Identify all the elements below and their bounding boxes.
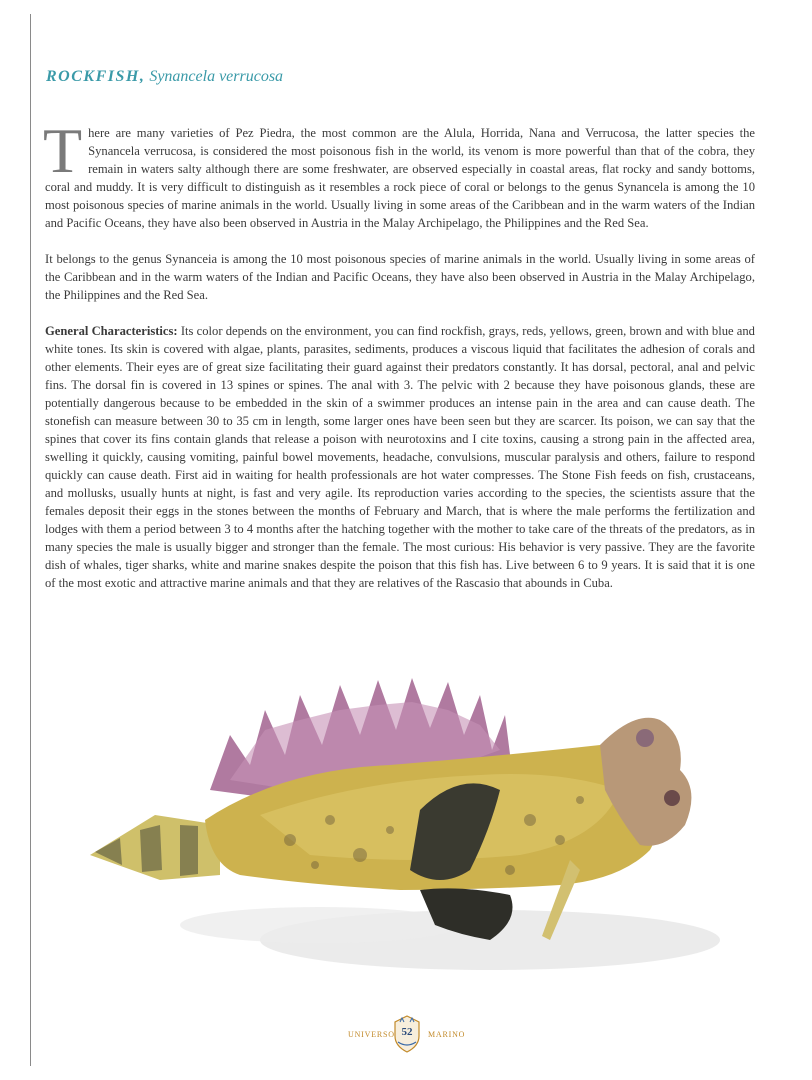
footer-universo: UNIVERSO (348, 1030, 395, 1039)
characteristics-text: Its color depends on the environment, you can find rockfish, grays, reds, yellows, green, brown and with blue and white tones. Its skin is covered with algae, plants, parasites, sediments, produces a viscous liquid that facilitates the adhesion of corals and other elements. Their eyes are of great size facilitating their guard against their predators constantly. It has dorsal, pectoral, anal and pelvic fins. The dorsal fin is covered in 13 spines or spines. The anal with 3. The pelvic with 2 because they have poisonous glands, these are potentially dangerous because to be embedded in the skin of a swimmer produces an intense pain in the area and can cause death. The stonefish can measure between 30 to 35 cm in length, some larger ones have been seen but they are scarcer. Its poison, we can say that the spines that cover its fins contain glands that release a poison with neurotoxins and I cite toxins, causing a strong pain in the affected area, swelling it quickly, causing vomiting, painful bowel movements, headache, convulsions, muscular paralysis and others, failure to respond quickly can cause death. First aid in waiting for health professionals are hot water compresses. The Stone Fish feeds on fish, crustaceans, and mollusks, usually hunts at night, is fast and very agile. Its reproduction varies according to the species, the scientists assure that the females deposit their eggs in the stones between the months of February and March, that is where the male performs the fertilization and lodges with them a period between 3 to 4 months after the hatching together with the mother to take care of the threats of the predators, as in many species the male is usually bigger and stronger than the female. The most curious: His behavior is very passive. They are the favorite dish of whales, tiger sharks, white and marine snakes despite the poison that this fish has. Live between 6 to 9 years. It is said that it is one of the most exotic and attractive marine animals and that they are relatives of the Rascasio that abounds in Cuba. (45, 324, 755, 590)
article-body (43, 115, 755, 610)
article-heading (46, 68, 283, 86)
intro-text: here are many varieties of Pez Piedra, the most common are the Alula, Horrida, Nana and Verrucosa, the latter species the Synancela verrucosa, is considered the most poisonous fish in the world, its venom is more powerful than that of the cobra, they remain in waters salty although there are some freshwater, are observed especially in coastal areas, flat rocky and sandy bottoms, coral and muddy. It is very difficult to distinguish as it resembles a rock piece of coral or belongs to the genus Synancela is among the 10 most poisonous species of marine animals in the world. Usually living in some areas of the Caribbean and in the warm waters of the Indian and Pacific Oceans, they have also been observed in Austria in the Malay Archipelago, the Philippines and the Red Sea. (45, 126, 755, 230)
margin-rule (30, 14, 31, 1066)
page-footer (0, 1010, 812, 1060)
second-paragraph: It belongs to the genus Synanceia is among the 10 most poisonous species of marine animals in the world. Usually living in some areas of the Caribbean and in the warm waters of the Indian and Pacific Oceans, they have also been observed in Austria in the Malay Archipelago, the Philippines and the Red Sea. (45, 252, 755, 302)
footer-marino: MARINO (428, 1030, 466, 1039)
common-name: ROCKFISH, (46, 68, 146, 85)
intro-paragraph (43, 115, 755, 232)
stonefish-photo (60, 640, 760, 1000)
characteristics-label: General Characteristics: (45, 324, 178, 338)
drop-cap: T (43, 115, 83, 186)
page-number: 52 (401, 1026, 413, 1038)
characteristics-paragraph (45, 322, 755, 592)
scientific-name: Synancela verrucosa (149, 68, 284, 85)
